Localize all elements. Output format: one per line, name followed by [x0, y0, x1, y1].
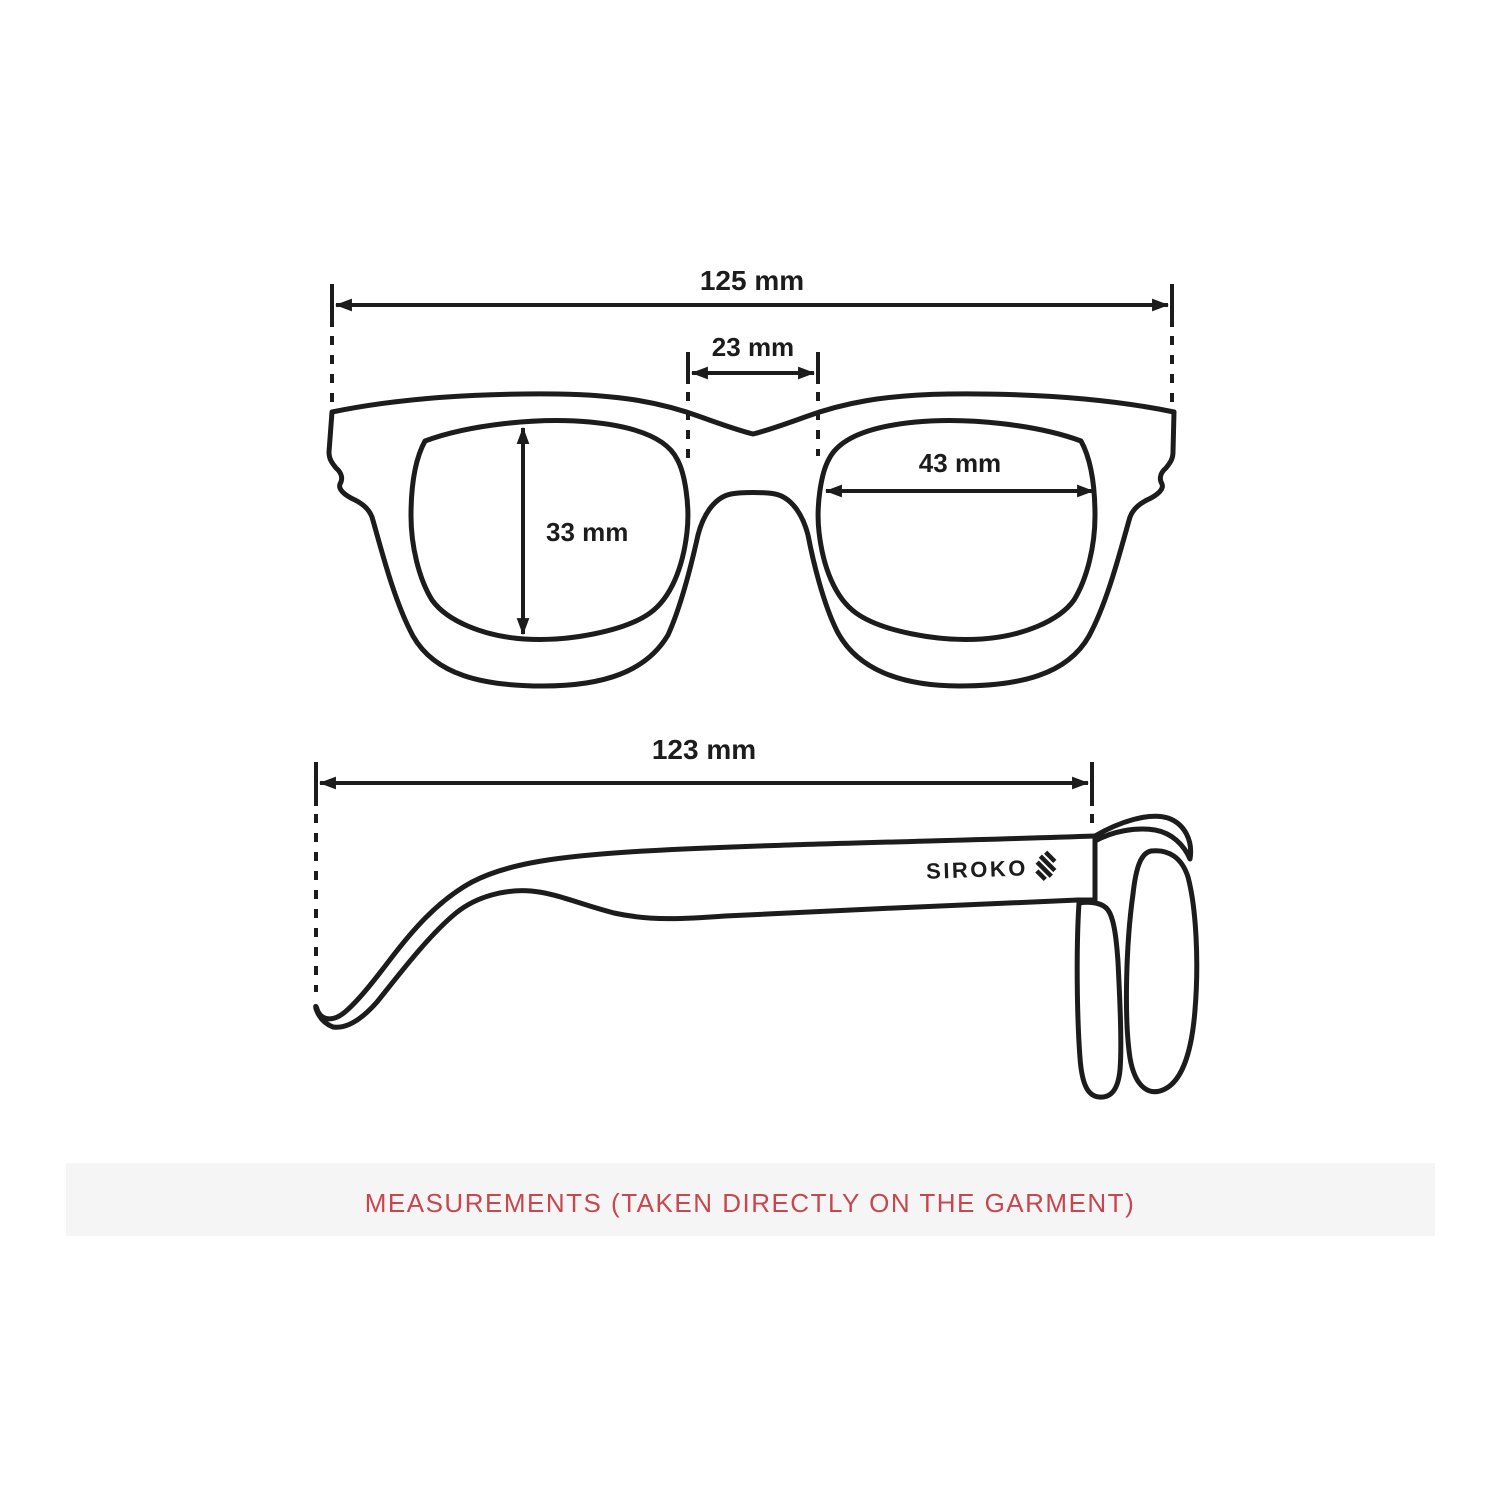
- brand-text: SIROKO: [925, 855, 1029, 884]
- brand-mark: [926, 855, 1029, 884]
- dimension-lens-height: [523, 428, 628, 634]
- frame-front-top-edge: [1095, 816, 1191, 859]
- glasses-front-view: [329, 394, 1174, 686]
- total-width-label: 125 mm: [699, 265, 805, 296]
- dimension-bridge-width: [688, 332, 818, 460]
- footer: [66, 1163, 1435, 1236]
- glasses-side-view: [316, 816, 1197, 1097]
- dimension-lens-width: [826, 448, 1093, 491]
- lens-width-label: 43 mm: [918, 448, 1002, 478]
- side-lens-outline: [1126, 851, 1196, 1092]
- front-frame-outline: [329, 394, 1174, 686]
- siroko-logo-icon: [1031, 852, 1060, 881]
- side-rim-strip: [1077, 902, 1121, 1097]
- lens-height-label: 33 mm: [546, 517, 629, 547]
- temple-length-label: 123 mm: [651, 734, 757, 765]
- footer-caption: MEASUREMENTS (TAKEN DIRECTLY ON THE GARMENT): [364, 1188, 1136, 1218]
- bridge-width-label: 23 mm: [711, 332, 795, 362]
